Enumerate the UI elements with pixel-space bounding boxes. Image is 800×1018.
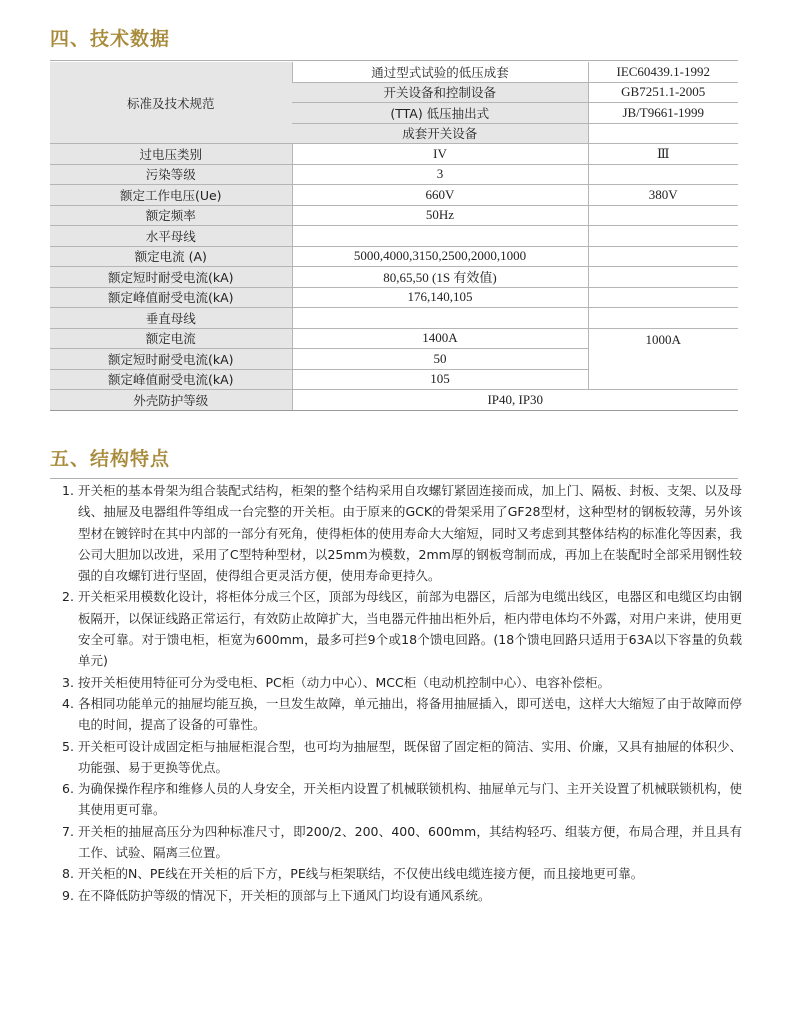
- value-cell: [588, 246, 738, 267]
- item-text: 按开关柜使用特征可分为受电柜、PC柜（动力中心）、MCC柜（电动机控制中心）、电容补偿柜。: [78, 674, 611, 690]
- list-item: [62, 863, 742, 884]
- standard-desc: 开关设备和控制设备: [292, 82, 588, 103]
- value-cell: IP40, IP30: [292, 390, 738, 411]
- value-cell: [588, 226, 738, 247]
- value-cell: [588, 267, 738, 288]
- row-label: 额定峰值耐受电流(kA): [50, 287, 292, 308]
- standard-code: GB7251.1-2005: [588, 82, 738, 103]
- row-label: 垂直母线: [50, 308, 292, 329]
- table-row: [50, 164, 738, 185]
- list-item: [62, 672, 742, 693]
- value-cell: 50Hz: [292, 205, 588, 226]
- value-cell: 105: [292, 369, 588, 390]
- value-cell: 380V: [588, 185, 738, 206]
- row-label: 额定工作电压(Ue): [50, 185, 292, 206]
- item-text: 为确保操作程序和维修人员的人身安全，开关柜内设置了机械联锁机构、抽屉单元与门、主开关设置了机械联锁机构，使其使用更可靠。: [78, 781, 742, 818]
- item-number: 3.: [62, 674, 74, 690]
- table-row: [50, 62, 738, 82]
- row-label: 额定电流: [50, 328, 292, 349]
- item-number: 8.: [62, 866, 74, 882]
- list-item: [62, 480, 742, 586]
- item-text: 在不降低防护等级的情况下，开关柜的顶部与上下通风门均设有通风系统。: [78, 887, 491, 903]
- list-item: [62, 778, 742, 821]
- item-text: 开关柜可设计成固定柜与抽屉柜混合型，也可均为抽屉型，既保留了固定柜的简洁、实用、价廉，又具有抽屉的体积少、功能强、易于更换等优点。: [78, 738, 742, 775]
- row-label: 污染等级: [50, 164, 292, 185]
- table-row: [50, 246, 738, 267]
- item-text: 开关柜采用模数化设计，将柜体分成三个区，顶部为母线区，前部为电器区，后部为电缆出线区，电器区和电缆区均由钢板隔开，以保证线路正常运行，有效防止故障扩大，当电器元件抽出柜外后，柜内带电体均不外露，对用户来讲，使用更安全可靠。对于馈电柜，柜宽为600mm，最多可拦9个或18个馈电回路。(18个馈电回路只适用于63A以下容量的负载单元): [78, 589, 742, 669]
- feature-list: [62, 480, 742, 906]
- list-item: [62, 693, 742, 736]
- value-cell: IV: [292, 144, 588, 165]
- value-cell: [292, 226, 588, 247]
- row-label: 水平母线: [50, 226, 292, 247]
- section-title: 四、技术数据: [50, 28, 171, 50]
- value-cell: 1000A: [588, 328, 738, 390]
- value-cell: 5000,4000,3150,2500,2000,1000: [292, 246, 588, 267]
- item-number: 5.: [62, 738, 74, 754]
- value-cell: [588, 205, 738, 226]
- row-label: 额定短时耐受电流(kA): [50, 267, 292, 288]
- table-row: [50, 144, 738, 165]
- list-item: [62, 586, 742, 671]
- value-cell: 80,65,50 (1S 有效值): [292, 267, 588, 288]
- item-text: 各相同功能单元的抽屉均能互换，一旦发生故障，单元抽出，将备用抽屉插入，即可送电，这样大大缩短了由于故障而停电的时间，提高了设备的可靠性。: [78, 695, 742, 733]
- item-number: 1.: [62, 483, 74, 498]
- value-cell: 176,140,105: [292, 287, 588, 308]
- item-text: 开关柜的N、PE线在开关柜的后下方，PE线与柜架联结，不仅使出线电缆连接方便，而且接地更可靠。: [78, 866, 644, 882]
- item-number: 6.: [62, 781, 74, 797]
- row-label: 外壳防护等级: [50, 390, 292, 411]
- technical-data-table: [50, 62, 738, 411]
- standard-code: JB/T9661-1999: [588, 103, 738, 124]
- row-label: 额定短时耐受电流(kA): [50, 349, 292, 370]
- row-label: 额定峰值耐受电流(kA): [50, 369, 292, 390]
- list-item: [62, 885, 742, 906]
- value-cell: 50: [292, 349, 588, 370]
- standard-desc: 成套开关设备: [292, 123, 588, 144]
- value-cell: 3: [292, 164, 588, 185]
- standard-code: [588, 123, 738, 144]
- value-cell: [588, 287, 738, 308]
- table-row: [50, 185, 738, 206]
- value-cell: [588, 164, 738, 185]
- value-cell: Ⅲ: [588, 144, 738, 165]
- list-item: [62, 736, 742, 779]
- item-number: 7.: [62, 823, 74, 839]
- row-label: 额定频率: [50, 205, 292, 226]
- section-divider: [50, 60, 738, 61]
- row-label: 过电压类别: [50, 144, 292, 165]
- row-label: 额定电流 (A): [50, 246, 292, 267]
- table-row: [50, 205, 738, 226]
- table-row: [50, 267, 738, 288]
- table-row: [50, 328, 738, 349]
- table-row: [50, 287, 738, 308]
- item-number: 2.: [62, 589, 74, 605]
- section-divider: [50, 478, 738, 479]
- row-label: 标准及技术规范: [50, 62, 292, 144]
- table-row: [50, 308, 738, 329]
- item-number: 4.: [62, 695, 74, 711]
- standard-desc: (TTA) 低压抽出式: [292, 103, 588, 124]
- value-cell: 660V: [292, 185, 588, 206]
- item-text: 开关柜的基本骨架为组合装配式结构，柜架的整个结构采用自攻螺钉紧固连接而成，加上门、隔板、封板、支架、以及母线、抽屉及电器组件等组成一台完整的开关柜。由于原来的GCK的骨架采用了GF28型材，这种型材的钢板较薄，另外该型材在镀锌时在其中内部的一部分有死角，使得柜体的使用寿命大大缩短，同时又考虑到其整体结构的标准化等因素，我公司大胆加以改进，采用了C型特种型材，以25mm为模数，2mm厚的钢板弯制而成，再加上在装配时全部采用钢性较强的自攻螺钉进行坚固，使得组合更灵活方便，使用寿命更持久。: [78, 483, 742, 584]
- table-row: [50, 226, 738, 247]
- item-text: 开关柜的抽屉高压分为四种标准尺寸，即200/2、200、400、600mm，其结构轻巧、组装方便，布局合理，并且具有工作、试验、隔离三位置。: [78, 823, 742, 861]
- item-number: 9.: [62, 887, 74, 903]
- list-item: [62, 821, 742, 864]
- value-cell: 1400A: [292, 328, 588, 349]
- value-cell: [588, 308, 738, 329]
- standard-desc: 通过型式试验的低压成套: [292, 62, 588, 82]
- standard-code: IEC60439.1-1992: [588, 62, 738, 82]
- table-row: [50, 390, 738, 411]
- section-title: 五、结构特点: [50, 448, 171, 470]
- value-cell: [292, 308, 588, 329]
